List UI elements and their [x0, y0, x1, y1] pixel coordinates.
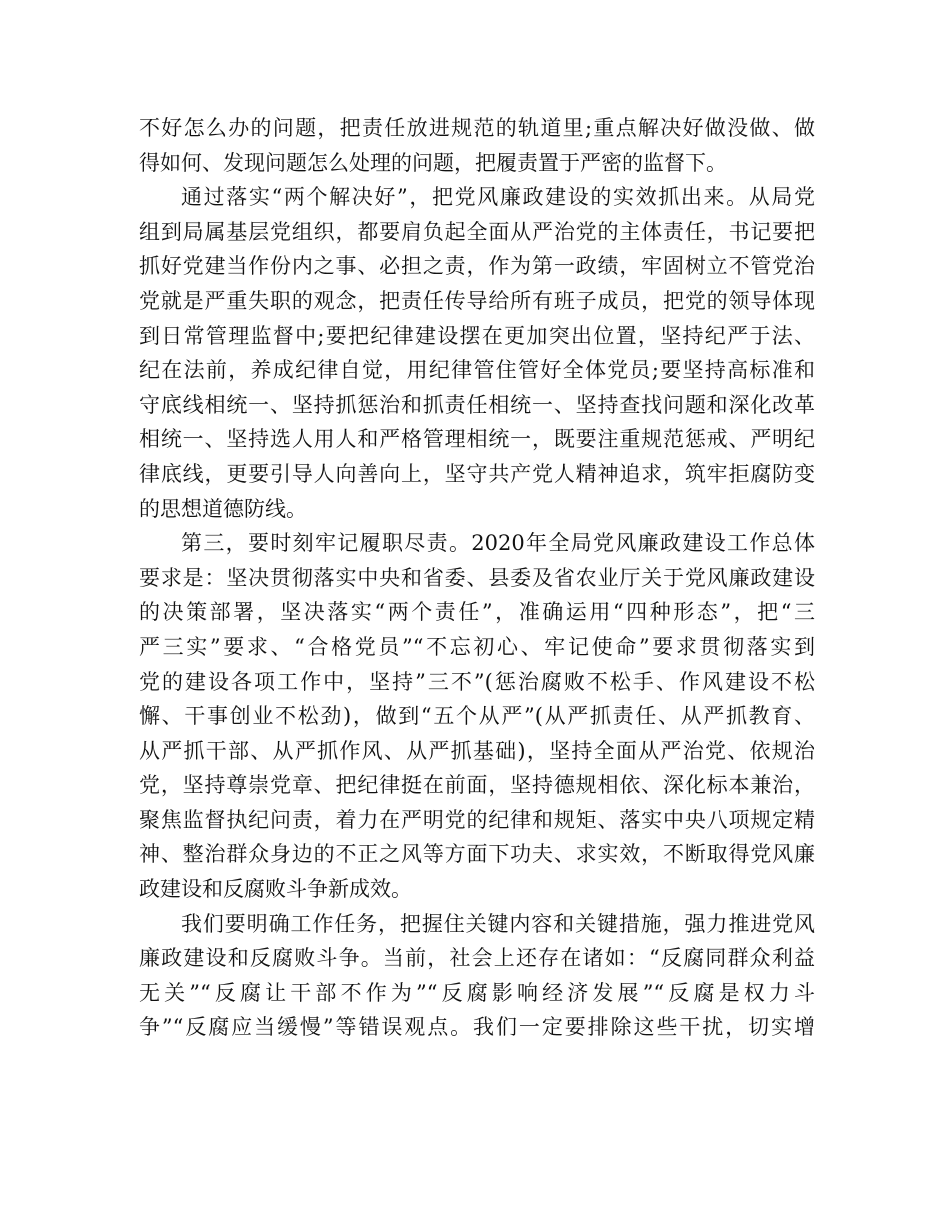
text-line: 得如何、发现问题怎么处理的问题，把履责置于严密的监督下。 — [139, 150, 727, 175]
text-line: 党的建设各项工作中，坚持”三不”(惩治腐败不松手、作风建设不松 — [139, 669, 815, 694]
text-line: 第三，要时刻牢记履职尽责。2020年全局党风廉政建设工作总体 — [181, 531, 815, 556]
text-line: 的决策部署，坚决落实“两个责任”，准确运用“四种形态”，把“三 — [139, 600, 815, 625]
text-line: 我们要明确工作任务，把握住关键内容和关键措施，强力推进党风 — [181, 911, 815, 936]
text-line: 到日常管理监督中;要把纪律建设摆在更加突出位置，坚持纪严于法、 — [139, 323, 815, 348]
document-body — [139, 111, 815, 1045]
text-line: 从严抓干部、从严抓作风、从严抓基础)，坚持全面从严治党、依规治 — [139, 738, 815, 763]
text-line: 纪在法前，养成纪律自觉，用纪律管住管好全体党员;要坚持高标准和 — [139, 358, 815, 383]
text-line: 要求是：坚决贯彻落实中央和省委、县委及省农业厅关于党风廉政建设 — [139, 565, 815, 590]
text-line: 相统一、坚持选人用人和严格管理相统一，既要注重规范惩戒、严明纪 — [139, 427, 815, 452]
text-line: 通过落实“两个解决好”，把党风廉政建设的实效抓出来。从局党 — [181, 185, 815, 210]
text-line: 的思想道德防线。 — [139, 496, 307, 521]
text-line: 廉政建设和反腐败斗争。当前，社会上还存在诸如：“反腐同群众利益 — [139, 946, 815, 971]
text-line: 律底线，更要引导人向善向上，坚守共产党人精神追求，筑牢拒腐防变 — [139, 461, 815, 486]
text-line: 无关”“反腐让干部不作为”“反腐影响经济发展”“反腐是权力斗 — [139, 980, 815, 1005]
text-line: 党，坚持尊崇党章、把纪律挺在前面，坚持德规相依、深化标本兼治， — [139, 773, 815, 798]
text-line: 守底线相统一、坚持抓惩治和抓责任相统一、坚持查找问题和深化改革 — [139, 392, 815, 417]
text-line: 聚焦监督执纪问责，着力在严明党的纪律和规矩、落实中央八项规定精 — [139, 807, 815, 832]
paragraph — [139, 907, 815, 1045]
text-line: 抓好党建当作份内之事、必担之责，作为第一政绩，牢固树立不管党治 — [139, 254, 815, 279]
text-line: 组到局属基层党组织，都要肩负起全面从严治党的主体责任，书记要把 — [139, 219, 815, 244]
text-line: 懈、干事创业不松劲)，做到“五个从严”(从严抓责任、从严抓教育、 — [139, 704, 815, 729]
paragraph — [139, 111, 815, 180]
text-line: 争”“反腐应当缓慢”等错误观点。我们一定要排除这些干扰，切实增 — [139, 1015, 815, 1040]
text-line: 不好怎么办的问题，把责任放进规范的轨道里;重点解决好做没做、做 — [139, 116, 815, 140]
text-line: 严三实”要求、“合格党员”“不忘初心、牢记使命”要求贯彻落实到 — [139, 634, 815, 659]
text-line: 党就是严重失职的观念，把责任传导给所有班子成员，把党的领导体现 — [139, 288, 815, 313]
paragraph — [139, 180, 815, 526]
text-line: 政建设和反腐败斗争新成效。 — [139, 877, 412, 902]
text-line: 神、整治群众身边的不正之风等方面下功夫、求实效，不断取得党风廉 — [139, 842, 815, 867]
paragraph — [139, 526, 815, 907]
